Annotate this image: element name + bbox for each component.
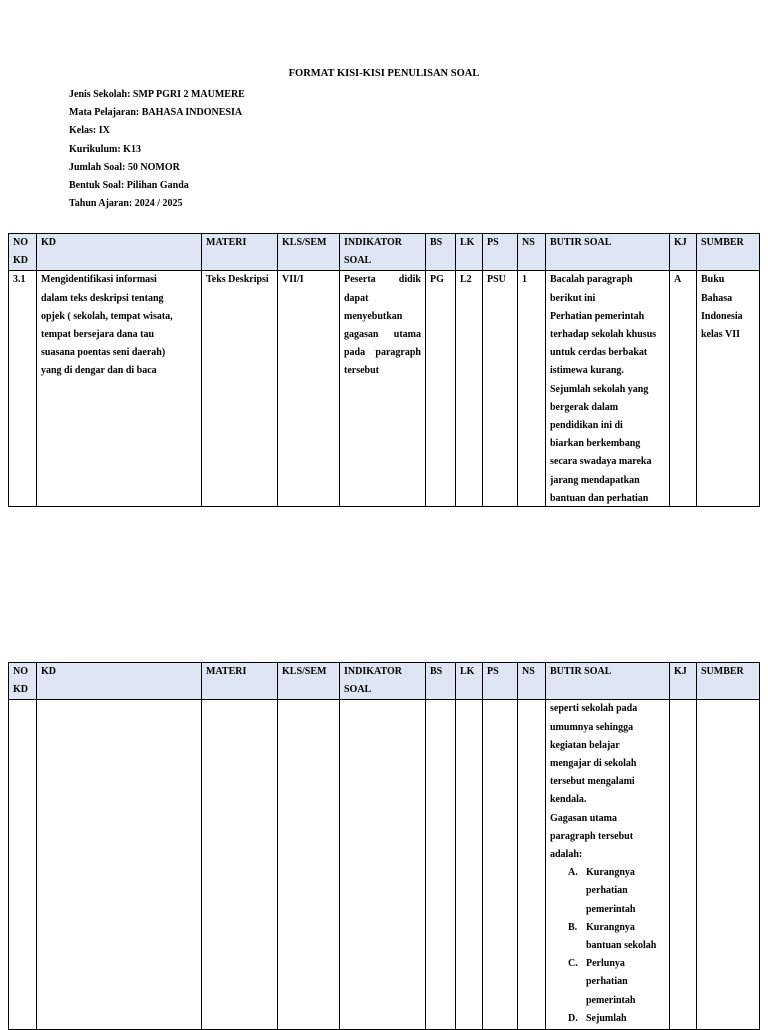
kd-line: yang di dengar dan di baca — [41, 365, 157, 377]
butir-line: umumnya sehingga — [550, 721, 634, 733]
butir-line: berikut ini — [550, 292, 596, 304]
header-materi: MATERI — [202, 234, 278, 271]
option-letter: C. — [568, 958, 578, 970]
butir-line: pendidikan ini di — [550, 420, 623, 432]
meta-tahun-ajaran: Tahun Ajaran: 2024 / 2025 — [69, 198, 183, 210]
butir-line: bergerak dalam — [550, 401, 619, 413]
cell-kd — [37, 700, 202, 1030]
kd-line: tempat bersejara dana tau — [41, 329, 155, 341]
header-bs: BS — [426, 663, 456, 700]
indikator-line: menyebutkan — [344, 310, 403, 322]
butir-line: kendala. — [550, 794, 587, 806]
cell-kls-sem: VII/I — [278, 271, 340, 507]
butir-line: mengajar di sekolah — [550, 758, 637, 770]
document-meta — [69, 86, 245, 213]
option-a — [550, 864, 665, 919]
kd-line: opjek ( sekolah, tempat wisata, — [41, 310, 173, 322]
header-kj: KJ — [670, 234, 697, 271]
header-butir-soal: BUTIR SOAL — [546, 663, 670, 700]
header-kd: KD — [37, 663, 202, 700]
cell-bs — [426, 700, 456, 1030]
table-row — [9, 271, 760, 507]
cell-ns: 1 — [518, 271, 546, 507]
table-row — [9, 700, 760, 1030]
cell-kd — [37, 271, 202, 507]
cell-kj — [670, 700, 697, 1030]
butir-line: adalah: — [550, 849, 583, 861]
butir-line: kegiatan belajar — [550, 739, 620, 751]
document-title: FORMAT KISI-KISI PENULISAN SOAL — [288, 68, 480, 79]
cell-butir-soal — [546, 700, 670, 1030]
cell-butir-soal — [546, 271, 670, 507]
kd-line: Mengidentifikasi informasi — [41, 274, 157, 286]
cell-no-kd — [9, 700, 37, 1030]
option-b — [550, 919, 665, 955]
kd-line: suasana poentas seni daerah) — [41, 347, 166, 359]
cell-indikator — [340, 271, 426, 507]
indikator-line: gagasan utama — [344, 329, 421, 341]
sumber-line: Bahasa — [701, 292, 733, 304]
option-d — [550, 1010, 665, 1028]
cell-ns — [518, 700, 546, 1030]
cell-lk: L2 — [456, 271, 483, 507]
butir-line: biarkan berkembang — [550, 438, 641, 450]
meta-bentuk-soal: Bentuk Soal: Pilihan Ganda — [69, 179, 189, 191]
indikator-line: dapat — [344, 292, 369, 304]
option-line: Perlunya — [586, 958, 625, 970]
option-line: perhatian — [586, 976, 628, 988]
option-letter: B. — [568, 921, 578, 933]
cell-ps — [483, 700, 518, 1030]
kisi-table-page2 — [8, 662, 760, 1030]
table-header-row — [9, 663, 760, 700]
butir-line: jarang mendapatkan — [550, 474, 640, 486]
header-ns: NS — [518, 234, 546, 271]
header-no-kd: NO KD — [9, 663, 37, 700]
option-line: Kurangnya — [586, 867, 635, 879]
cell-ps: PSU — [483, 271, 518, 507]
option-letter: A. — [568, 867, 578, 879]
option-line: pemerintah — [586, 994, 636, 1006]
kisi-table-page1 — [8, 233, 760, 507]
sumber-line: Buku — [701, 274, 725, 286]
indikator-line: pada paragraph — [344, 347, 421, 359]
cell-no-kd: 3.1 — [9, 271, 37, 507]
option-line: perhatian — [586, 885, 628, 897]
butir-line: Gagasan utama — [550, 812, 617, 824]
butir-line: paragraph tersebut — [550, 830, 634, 842]
meta-jenis-sekolah: Jenis Sekolah: SMP PGRI 2 MAUMERE — [69, 89, 245, 100]
cell-kls-sem — [278, 700, 340, 1030]
header-kls-sem: KLS/SEM — [278, 663, 340, 700]
cell-bs: PG — [426, 271, 456, 507]
header-kj: KJ — [670, 663, 697, 700]
header-ps: PS — [483, 234, 518, 271]
header-butir-soal: BUTIR SOAL — [546, 234, 670, 271]
option-c — [550, 955, 665, 1010]
cell-materi: Teks Deskripsi — [202, 271, 278, 507]
butir-line: untuk cerdas berbakat — [550, 347, 648, 359]
butir-line: istimewa kurang. — [550, 365, 624, 377]
option-line: pemerintah — [586, 903, 636, 915]
table-header-row — [9, 234, 760, 271]
header-indikator-soal: INDIKATOR SOAL — [340, 663, 426, 700]
butir-line: Sejumlah sekolah yang — [550, 383, 649, 395]
butir-line: Bacalah paragraph — [550, 274, 633, 286]
option-line: bantuan sekolah — [586, 940, 657, 952]
cell-lk — [456, 700, 483, 1030]
header-sumber: SUMBER — [697, 663, 760, 700]
butir-line: secara swadaya mareka — [550, 456, 652, 468]
sumber-line: kelas VII — [701, 329, 740, 341]
header-ns: NS — [518, 663, 546, 700]
kd-line: dalam teks deskripsi tentang — [41, 292, 164, 304]
cell-indikator — [340, 700, 426, 1030]
meta-jumlah-soal: Jumlah Soal: 50 NOMOR — [69, 161, 180, 173]
header-ps: PS — [483, 663, 518, 700]
option-line: Sejumlah — [586, 1012, 627, 1024]
butir-line: tersebut mengalami — [550, 776, 635, 788]
indikator-line: tersebut — [344, 365, 379, 377]
header-materi: MATERI — [202, 663, 278, 700]
header-kd: KD — [37, 234, 202, 271]
cell-sumber — [697, 271, 760, 507]
sumber-line: Indonesia — [701, 310, 743, 322]
header-sumber: SUMBER — [697, 234, 760, 271]
option-line: Kurangnya — [586, 921, 635, 933]
butir-line: terhadap sekolah khusus — [550, 329, 657, 341]
cell-sumber — [697, 700, 760, 1030]
butir-line: Perhatian pemerintah — [550, 310, 645, 322]
header-kls-sem: KLS/SEM — [278, 234, 340, 271]
butir-line: bantuan dan perhatian — [550, 492, 649, 504]
header-lk: LK — [456, 663, 483, 700]
meta-kurikulum: Kurikulum: K13 — [69, 143, 141, 155]
meta-mata-pelajaran: Mata Pelajaran: BAHASA INDONESIA — [69, 107, 243, 119]
meta-kelas: Kelas: IX — [69, 125, 110, 137]
cell-materi — [202, 700, 278, 1030]
butir-line: seperti sekolah pada — [550, 703, 638, 715]
header-bs: BS — [426, 234, 456, 271]
header-no-kd: NO KD — [9, 234, 37, 271]
indikator-line: Peserta didik — [344, 274, 421, 286]
option-letter: D. — [568, 1012, 578, 1024]
cell-kj: A — [670, 271, 697, 507]
header-lk: LK — [456, 234, 483, 271]
header-indikator-soal: INDIKATOR SOAL — [340, 234, 426, 271]
